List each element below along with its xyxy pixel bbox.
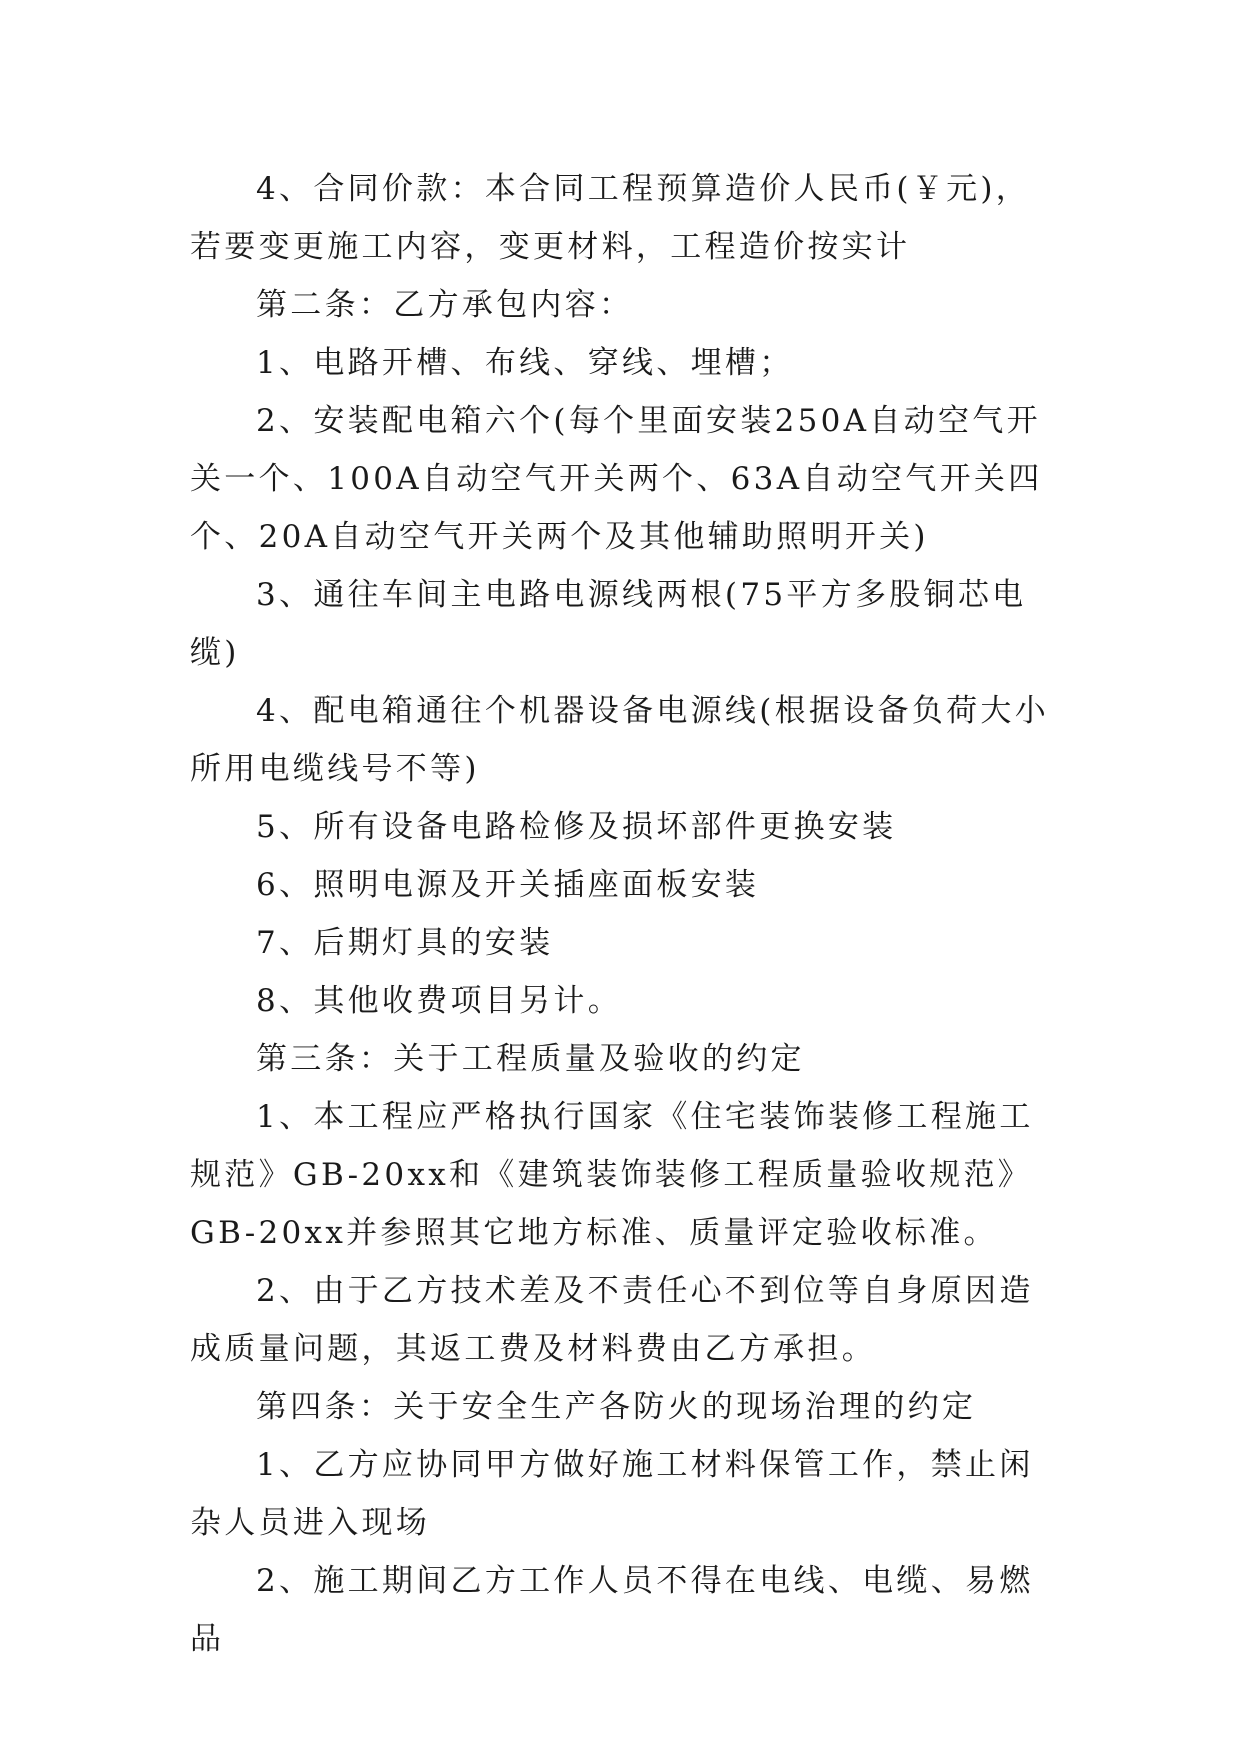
paragraph-safety-1: 1、乙方应协同甲方做好施工材料保管工作，禁止闲杂人员进入现场 — [190, 1447, 1034, 1541]
paragraph-contract-price: 4、合同价款：本合同工程预算造价人民币(￥元)，若要变更施工内容，变更材料，工程造价按实计 — [190, 171, 1031, 265]
paragraph-item-8: 8、其他收费项目另计。 — [256, 983, 623, 1019]
paragraph-item-5: 5、所有设备电路检修及损坏部件更换安装 — [256, 809, 897, 845]
paragraph-safety-2: 2、施工期间乙方工作人员不得在电线、电缆、易燃品 — [190, 1563, 1034, 1657]
paragraph-item-1: 1、电路开槽、布线、穿线、埋槽； — [256, 345, 794, 381]
paragraph-item-6: 6、照明电源及开关插座面板安装 — [256, 867, 760, 903]
heading-article-two: 第二条：乙方承包内容： — [256, 287, 634, 323]
paragraph-item-4: 4、配电箱通往个机器设备电源线(根据设备负荷大小所用电缆线号不等) — [190, 693, 1050, 787]
paragraph-item-2: 2、安装配电箱六个(每个里面安装250A自动空气开关一个、100A自动空气开关两个、63A自动空气开关四个、20A自动空气开关两个及其他辅助照明开关) — [190, 403, 1043, 555]
heading-article-three: 第三条：关于工程质量及验收的约定 — [256, 1041, 805, 1077]
paragraph-item-7: 7、后期灯具的安装 — [256, 925, 554, 961]
document-body — [190, 160, 1060, 1668]
heading-article-four: 第四条：关于安全生产各防火的现场治理的约定 — [256, 1389, 977, 1425]
paragraph-item-3: 3、通往车间主电路电源线两根(75平方多股铜芯电缆) — [190, 577, 1027, 671]
paragraph-quality-2: 2、由于乙方技术差及不责任心不到位等自身原因造成质量问题，其返工费及材料费由乙方承担。 — [190, 1273, 1034, 1367]
paragraph-quality-1: 1、本工程应严格执行国家《住宅装饰装修工程施工规范》GB-20xx和《建筑装饰装修工程质量验收规范》GB-20xx并参照其它地方标准、质量评定验收标准。 — [190, 1099, 1034, 1251]
